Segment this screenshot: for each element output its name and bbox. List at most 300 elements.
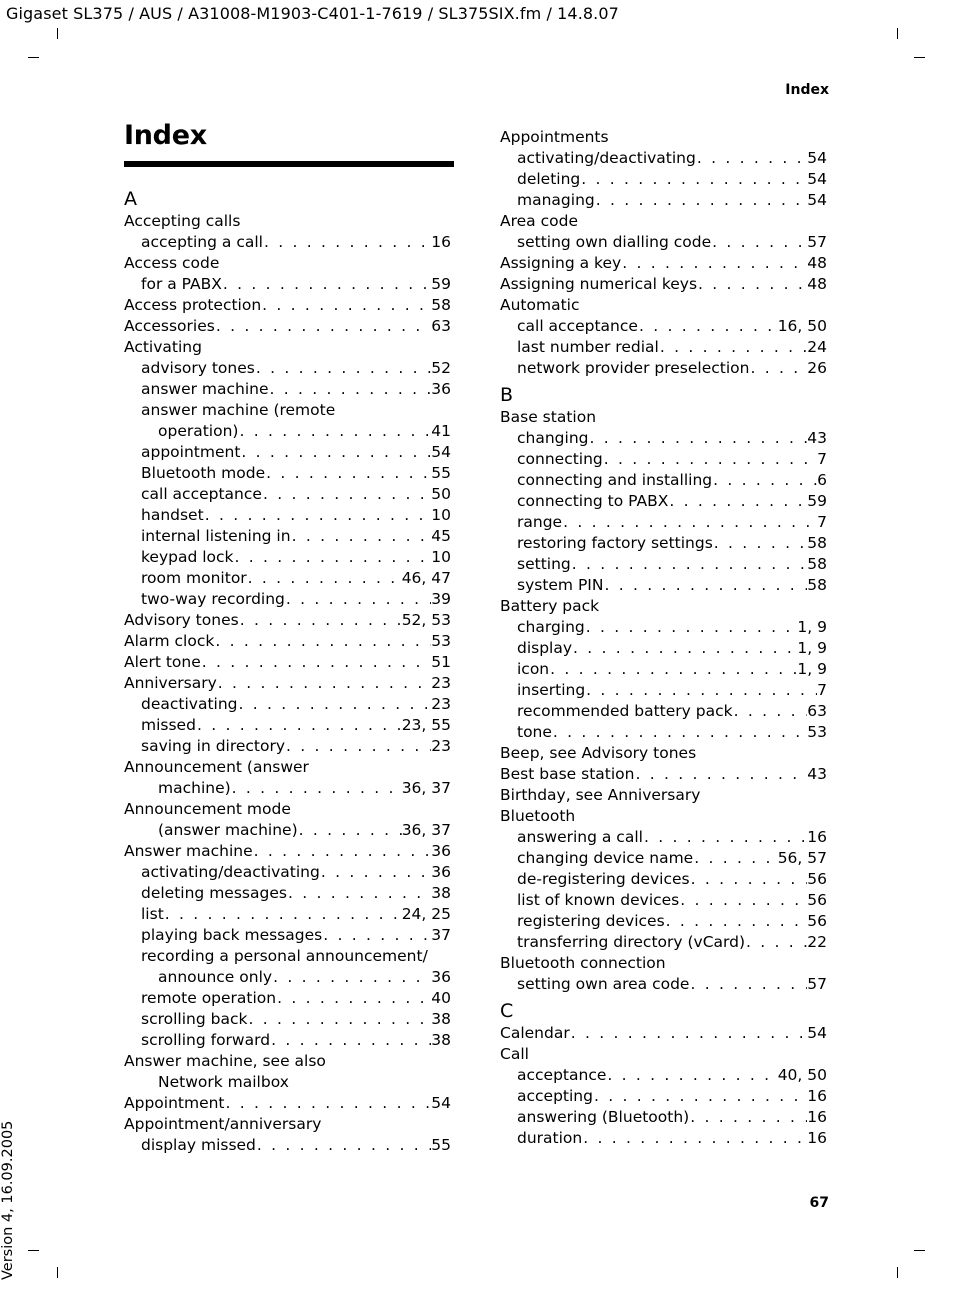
index-entry (500, 1107, 827, 1128)
index-term: Bluetooth (500, 807, 576, 825)
index-entry (124, 925, 451, 946)
index-term: changing device name (517, 849, 694, 867)
index-entry (500, 1023, 827, 1044)
index-term: connecting to PABX (517, 492, 669, 510)
index-term: keypad lock (141, 548, 234, 566)
index-entry (500, 253, 827, 274)
index-term: setting own area code (517, 975, 690, 993)
dot-leader (606, 1065, 777, 1086)
index-entry (500, 1086, 827, 1107)
page-reference: 41 (431, 422, 451, 440)
dot-leader (247, 1009, 431, 1030)
dot-leader (689, 1107, 807, 1128)
dot-leader (580, 169, 807, 190)
dot-leader (256, 1135, 431, 1156)
index-entry (124, 778, 451, 799)
dot-leader (562, 512, 817, 533)
index-term: answer machine (141, 380, 269, 398)
index-entry (500, 1044, 827, 1065)
page-reference: 1, 9 (797, 660, 827, 678)
page-reference: 16 (807, 1129, 827, 1147)
page-reference: 56, 57 (777, 849, 827, 867)
index-entry (124, 1093, 451, 1114)
page-reference: 43 (807, 429, 827, 447)
page-reference: 52 (431, 359, 451, 377)
index-term: Accepting calls (124, 212, 241, 230)
dot-leader (603, 575, 807, 596)
section-letter: A (124, 188, 137, 210)
index-entry (500, 190, 827, 211)
index-entry (124, 736, 451, 757)
dot-leader (272, 967, 431, 988)
index-term: for a PABX (141, 275, 222, 293)
index-entry (500, 764, 827, 785)
dot-leader (572, 638, 797, 659)
dot-leader (298, 820, 402, 841)
page-reference: 10 (431, 506, 451, 524)
dot-leader (265, 463, 431, 484)
index-term: Assigning a key (500, 254, 622, 272)
index-term: network provider preselection (517, 359, 750, 377)
index-entry (124, 568, 451, 589)
index-entry (124, 1135, 451, 1156)
index-entry (500, 827, 827, 848)
index-entry (124, 211, 451, 232)
index-entry (500, 169, 827, 190)
index-term: playing back messages (141, 926, 323, 944)
page-reference: 54 (807, 1024, 827, 1042)
index-entry (124, 610, 451, 631)
dot-leader (285, 736, 431, 757)
dot-leader (285, 589, 431, 610)
dot-leader (712, 470, 817, 491)
index-entry (124, 505, 451, 526)
page-reference: 48 (807, 254, 827, 272)
page-reference: 55 (431, 464, 451, 482)
page-reference: 56 (807, 891, 827, 909)
index-entry (500, 512, 827, 533)
dot-leader (320, 862, 431, 883)
index-term: duration (517, 1129, 583, 1147)
index-entry (500, 911, 827, 932)
index-term: remote operation (141, 989, 277, 1007)
page-reference: 55 (431, 1136, 451, 1154)
index-entry (124, 757, 451, 778)
dot-leader (287, 883, 431, 904)
index-entry (500, 491, 827, 512)
index-term: Advisory tones (124, 611, 239, 629)
index-entry (500, 617, 827, 638)
dot-leader (638, 316, 778, 337)
index-entry (500, 449, 827, 470)
page-reference: 7 (817, 513, 827, 531)
page-reference: 16 (431, 233, 451, 251)
page-reference: 7 (817, 450, 827, 468)
index-term: Bluetooth mode (141, 464, 266, 482)
dot-leader (713, 533, 807, 554)
index-term: display (517, 639, 573, 657)
page-reference: 54 (431, 1094, 451, 1112)
index-entry (500, 407, 827, 428)
dot-leader (238, 694, 432, 715)
index-term: internal listening in (141, 527, 291, 545)
index-entry (500, 533, 827, 554)
index-entry (124, 274, 451, 295)
dot-leader (253, 841, 432, 862)
index-entry (124, 841, 451, 862)
dot-leader (247, 568, 402, 589)
dot-leader (595, 190, 808, 211)
crop-mark (914, 57, 925, 58)
dot-leader (585, 617, 798, 638)
index-entry (124, 694, 451, 715)
page-reference: 58 (807, 576, 827, 594)
index-term: list of known devices (517, 891, 680, 909)
crop-mark (57, 1267, 58, 1278)
index-term: changing (517, 429, 589, 447)
page-reference: 22 (807, 933, 827, 951)
index-entry (500, 428, 827, 449)
index-entry (124, 631, 451, 652)
index-term: connecting and installing (517, 471, 713, 489)
section-letter: C (500, 1000, 514, 1022)
index-entry (124, 484, 451, 505)
index-term: Announcement mode (124, 800, 291, 818)
index-term: room monitor (141, 569, 247, 587)
index-entry (500, 638, 827, 659)
index-term: display missed (141, 1136, 256, 1154)
page-reference: 23 (431, 737, 451, 755)
index-term: Beep, see Advisory tones (500, 744, 697, 762)
page-reference: 53 (431, 632, 451, 650)
index-entry (124, 715, 451, 736)
page-reference: 16 (807, 1087, 827, 1105)
index-entry (500, 680, 827, 701)
index-term: setting (517, 555, 571, 573)
page-reference: 63 (807, 702, 827, 720)
index-term: Appointment/anniversary (124, 1115, 322, 1133)
page-reference: 16 (807, 828, 827, 846)
index-entry (500, 211, 827, 232)
page-reference: 37 (431, 926, 451, 944)
index-entry (124, 253, 451, 274)
index-term: acceptance (517, 1066, 607, 1084)
page-reference: 51 (431, 653, 451, 671)
dot-leader (665, 911, 808, 932)
index-term: Battery pack (500, 597, 600, 615)
index-term: two-way recording (141, 590, 285, 608)
index-term: Announcement (answer (124, 758, 309, 776)
page-reference: 52, 53 (401, 611, 451, 629)
index-term: Alarm clock (124, 632, 215, 650)
index-term: activating/deactivating (517, 149, 696, 167)
index-term: icon (517, 660, 550, 678)
index-entry (124, 232, 451, 253)
index-term: answering a call (517, 828, 643, 846)
page-reference: 23, 55 (401, 716, 451, 734)
crop-mark (28, 1250, 39, 1251)
dot-leader (593, 1086, 807, 1107)
page-reference: 50 (431, 485, 451, 503)
index-term: Base station (500, 408, 597, 426)
page-reference: 54 (431, 443, 451, 461)
page-reference: 7 (817, 681, 827, 699)
index-entry (124, 967, 451, 988)
index-term: announce only (158, 968, 273, 986)
page-reference: 43 (807, 765, 827, 783)
dot-leader (570, 1023, 808, 1044)
index-entry (124, 883, 451, 904)
index-term: Answer machine (124, 842, 253, 860)
index-entry (500, 890, 827, 911)
dot-leader (164, 904, 402, 925)
page-reference: 59 (431, 275, 451, 293)
index-entry (500, 785, 827, 806)
dot-leader (588, 428, 807, 449)
index-term: Automatic (500, 296, 580, 314)
index-entry (124, 547, 451, 568)
dot-leader (231, 778, 402, 799)
dot-leader (217, 673, 432, 694)
index-term: managing (517, 191, 595, 209)
dot-leader (549, 659, 797, 680)
index-entry (124, 820, 451, 841)
index-entry (124, 1114, 451, 1135)
index-column-right (500, 127, 827, 1149)
page-reference: 26 (807, 359, 827, 377)
index-entry (124, 526, 451, 547)
crop-mark (28, 57, 39, 58)
page-title: Index (124, 120, 207, 151)
index-entry (124, 295, 451, 316)
page-reference: 63 (431, 317, 451, 335)
index-term: scrolling forward (141, 1031, 271, 1049)
page-reference: 54 (807, 191, 827, 209)
index-entry (124, 589, 451, 610)
index-term: setting own dialling code (517, 233, 712, 251)
dot-leader (690, 869, 808, 890)
index-term: tone (517, 723, 552, 741)
index-term: inserting (517, 681, 586, 699)
index-entry (124, 1009, 451, 1030)
index-term: deleting messages (141, 884, 287, 902)
dot-leader (696, 148, 807, 169)
index-entry (500, 554, 827, 575)
page-reference: 45 (431, 527, 451, 545)
index-entry (500, 701, 827, 722)
index-term: appointment (141, 443, 241, 461)
index-term: accepting a call (141, 233, 263, 251)
index-entry (500, 337, 827, 358)
index-entry (500, 232, 827, 253)
index-entry (500, 1128, 827, 1149)
index-entry (500, 659, 827, 680)
index-entry (500, 316, 827, 337)
dot-leader (270, 1030, 431, 1051)
dot-leader (689, 974, 807, 995)
page-reference: 6 (817, 471, 827, 489)
dot-leader (322, 925, 431, 946)
version-stamp: Version 4, 16.09.2005 (0, 1120, 16, 1280)
index-term: answer machine (remote (141, 401, 336, 419)
running-head: Index (785, 82, 829, 98)
index-term: (answer machine) (158, 821, 298, 839)
dot-leader (261, 295, 431, 316)
index-entry (124, 337, 451, 358)
page-reference: 1, 9 (797, 639, 827, 657)
index-entry (124, 673, 451, 694)
page-reference: 56 (807, 870, 827, 888)
page-reference: 36, 37 (401, 821, 451, 839)
dot-leader (733, 701, 808, 722)
dot-leader (749, 358, 807, 379)
page-reference: 36, 37 (401, 779, 451, 797)
page-reference: 40, 50 (777, 1066, 827, 1084)
dot-leader (659, 337, 807, 358)
page-reference: 53 (807, 723, 827, 741)
index-term: Network mailbox (158, 1073, 289, 1091)
index-entry (500, 974, 827, 995)
dot-leader (643, 827, 807, 848)
page-reference: 24 (807, 338, 827, 356)
dot-leader (263, 232, 431, 253)
index-term: Activating (124, 338, 202, 356)
index-entry (500, 743, 827, 764)
page-reference: 54 (807, 149, 827, 167)
crop-mark (914, 1250, 925, 1251)
index-entry (124, 988, 451, 1009)
dot-leader (262, 484, 431, 505)
dot-leader (585, 680, 817, 701)
index-entry (500, 274, 827, 295)
page-reference: 36 (431, 380, 451, 398)
page-reference: 46, 47 (401, 569, 451, 587)
page-reference: 56 (807, 912, 827, 930)
index-term: connecting (517, 450, 603, 468)
index-term: list (141, 905, 164, 923)
page-reference: 16 (807, 1108, 827, 1126)
page-reference: 58 (807, 555, 827, 573)
crop-mark (897, 28, 898, 39)
index-entry (124, 400, 451, 421)
index-column-left (124, 187, 451, 1156)
page-reference: 58 (431, 296, 451, 314)
page-reference: 10 (431, 548, 451, 566)
dot-leader (679, 890, 807, 911)
index-term: deleting (517, 170, 581, 188)
index-term: Answer machine, see also (124, 1052, 326, 1070)
index-term: Access code (124, 254, 220, 272)
index-entry (124, 799, 451, 820)
page-reference: 54 (807, 170, 827, 188)
page-reference: 38 (431, 1031, 451, 1049)
index-term: answering (Bluetooth) (517, 1108, 690, 1126)
dot-leader (571, 554, 808, 575)
index-term: restoring factory settings (517, 534, 713, 552)
index-entry (500, 470, 827, 491)
page-reference: 24, 25 (401, 905, 451, 923)
page-reference: 23 (431, 674, 451, 692)
dot-leader (291, 526, 432, 547)
index-term: missed (141, 716, 196, 734)
dot-leader (552, 722, 807, 743)
dot-leader (711, 232, 807, 253)
page-reference: 58 (807, 534, 827, 552)
dot-leader (255, 358, 431, 379)
page-reference: 39 (431, 590, 451, 608)
index-term: call acceptance (517, 317, 638, 335)
index-term: transferring directory (vCard) (517, 933, 746, 951)
page-reference: 59 (807, 492, 827, 510)
dot-leader (201, 652, 432, 673)
index-term: Area code (500, 212, 578, 230)
index-entry (500, 127, 827, 148)
index-term: recommended battery pack (517, 702, 733, 720)
index-term: activating/deactivating (141, 863, 320, 881)
index-entry (500, 575, 827, 596)
page-reference: 57 (807, 975, 827, 993)
dot-leader (222, 274, 431, 295)
index-entry (124, 946, 451, 967)
index-term: scrolling back (141, 1010, 248, 1028)
dot-leader (668, 491, 807, 512)
dot-leader (693, 848, 777, 869)
index-term: system PIN (517, 576, 604, 594)
index-entry (124, 1051, 451, 1072)
index-term: registering devices (517, 912, 665, 930)
index-term: saving in directory (141, 737, 286, 755)
index-entry (124, 421, 451, 442)
index-entry (500, 848, 827, 869)
index-term: de-registering devices (517, 870, 690, 888)
page-reference: 16, 50 (777, 317, 827, 335)
index-term: Assigning numerical keys (500, 275, 698, 293)
index-term: Calendar (500, 1024, 570, 1042)
index-entry (124, 904, 451, 925)
index-entry (500, 869, 827, 890)
index-entry (124, 1072, 451, 1093)
index-entry (124, 358, 451, 379)
index-term: advisory tones (141, 359, 255, 377)
dot-leader (697, 274, 807, 295)
dot-leader (745, 932, 807, 953)
page-reference: 57 (807, 233, 827, 251)
dot-leader (269, 379, 432, 400)
page-reference: 48 (807, 275, 827, 293)
page-reference: 23 (431, 695, 451, 713)
index-entry (124, 316, 451, 337)
page-reference: 1, 9 (797, 618, 827, 636)
index-entry (500, 722, 827, 743)
index-term: handset (141, 506, 204, 524)
dot-leader (234, 547, 432, 568)
page-reference: 36 (431, 842, 451, 860)
index-term: machine) (158, 779, 231, 797)
dot-leader (214, 631, 431, 652)
index-term: Birthday, see Anniversary (500, 786, 701, 804)
index-entry (124, 862, 451, 883)
index-term: Alert tone (124, 653, 201, 671)
index-entry (500, 1065, 827, 1086)
index-entry (124, 652, 451, 673)
page-reference: 38 (431, 1010, 451, 1028)
index-entry (124, 463, 451, 484)
index-term: Anniversary (124, 674, 217, 692)
dot-leader (215, 316, 431, 337)
index-entry (500, 932, 827, 953)
index-term: Bluetooth connection (500, 954, 666, 972)
dot-leader (239, 610, 402, 631)
